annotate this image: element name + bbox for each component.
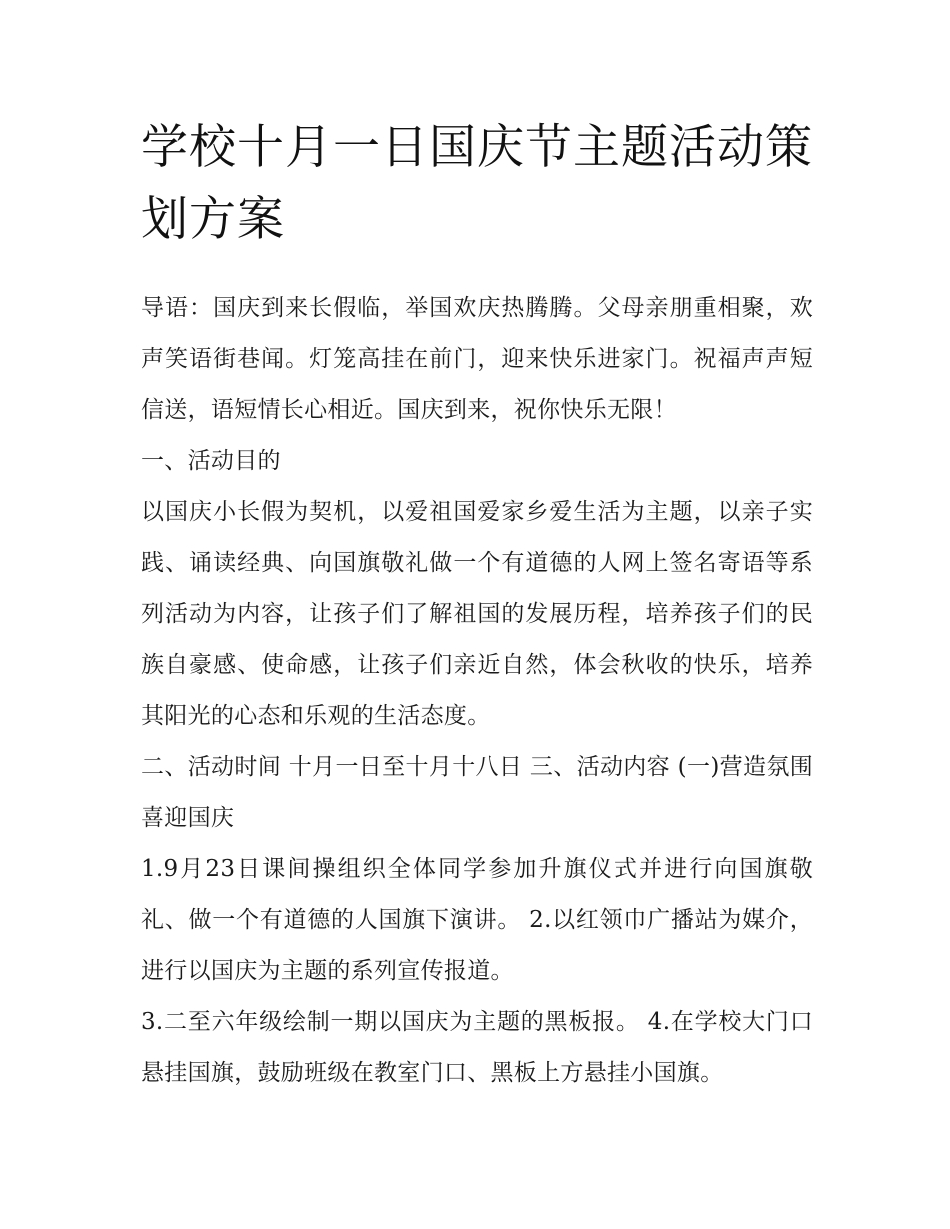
document-page [141,112,813,1099]
document-body [141,283,813,1099]
time-content-paragraph: 二、活动时间 十月一日至十月十八日 三、活动内容 (一)营造氛围 喜迎国庆 [141,754,813,831]
document-title: 学校十月一日国庆节主题活动策划方案 [141,120,813,247]
activity-items-paragraph-1: 1.9月23日课间操组织全体同学参加升旗仪式并进行向国旗敬礼、做一个有道德的人国旗下演讲。 2.以红领巾广播站为媒介，进行以国庆为主题的系列宣传报道。 [141,856,813,984]
activity-items-paragraph-2: 3.二至六年级绘制一期以国庆为主题的黑板报。 4.在学校大门口悬挂国旗，鼓励班级在教室门口、黑板上方悬挂小国旗。 [141,1009,813,1086]
purpose-paragraph: 以国庆小长假为契机，以爱祖国爱家乡爱生活为主题，以亲子实践、诵读经典、向国旗敬礼做一个有道德的人网上签名寄语等系列活动为内容，让孩子们了解祖国的发展历程，培养孩子们的民族自豪感、使命感，让孩子们亲近自然，体会秋收的快乐，培养其阳光的心态和乐观的生活态度。 [141,499,813,729]
intro-paragraph: 导语：国庆到来长假临，举国欢庆热腾腾。父母亲朋重相聚，欢声笑语街巷闻。灯笼高挂在前门，迎来快乐进家门。祝福声声短信送，语短情长心相近。国庆到来，祝你快乐无限！ [141,295,813,423]
section-heading-purpose: 一、活动目的 [141,448,281,474]
